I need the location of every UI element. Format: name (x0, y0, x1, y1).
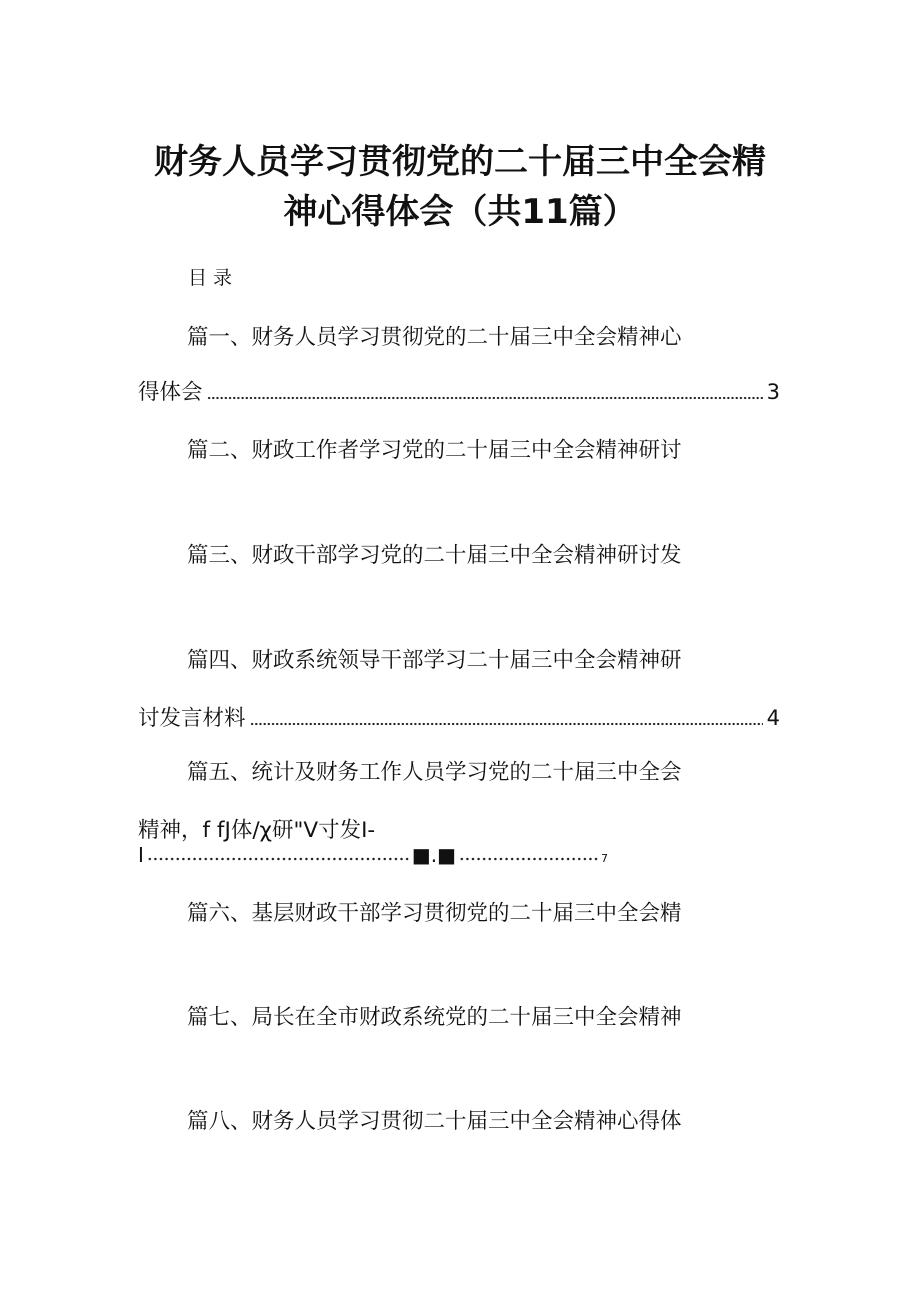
toc-entry-5-leader[interactable] (138, 843, 608, 867)
toc-entry-6-text[interactable]: 篇六、基层财政干部学习贯彻党的二十届三中全会精 (187, 901, 682, 926)
toc-entry-1-leader[interactable] (138, 375, 780, 406)
toc-entry-4-text[interactable]: 篇四、财政系统领导干部学习二十届三中全会精神研 (187, 648, 682, 673)
toc-entry-1-text[interactable]: 篇一、财务人员学习贯彻党的二十届三中全会精神心 (187, 325, 682, 350)
toc-entry-4-leader[interactable] (138, 701, 780, 732)
dot-leader (147, 856, 409, 862)
dot-leader (459, 856, 598, 862)
document-title-line-2: 神心得体会（共11篇） (283, 192, 637, 232)
document-title-line-1: 财务人员学习贯彻党的二十届三中全会精 (154, 142, 766, 182)
toc-entry-1-continuation: 得体会 (138, 380, 203, 405)
toc-entry-7-text[interactable]: 篇七、局长在全市财政系统党的二十届三中全会精神 (187, 1005, 682, 1030)
toc-entry-8-text[interactable]: 篇八、财务人员学习贯彻二十届三中全会精神心得体 (187, 1109, 682, 1134)
toc-entry-5-page: 7 (601, 852, 608, 865)
dot-leader (207, 395, 763, 401)
dot-leader (250, 721, 763, 727)
toc-heading: 目录 (188, 267, 239, 289)
toc-entry-5-text[interactable]: 篇五、统计及财务工作人员学习党的二十届三中全会 (187, 760, 682, 785)
toc-entry-5-continuation: 精神，f fJ体∕χ研"V寸发I- (138, 818, 376, 843)
toc-entry-4-page: 4 (766, 706, 780, 730)
toc-entry-1-page: 3 (766, 380, 780, 404)
toc-entry-3-text[interactable]: 篇三、财政干部学习党的二十届三中全会精神研讨发 (187, 543, 682, 568)
toc-entry-5-line3-mid: ■.■ (411, 843, 457, 867)
toc-entry-5-line3: I (138, 843, 144, 867)
toc-entry-4-continuation: 讨发言材料 (138, 706, 246, 731)
toc-entry-2-text[interactable]: 篇二、财政工作者学习党的二十届三中全会精神研讨 (187, 438, 682, 463)
